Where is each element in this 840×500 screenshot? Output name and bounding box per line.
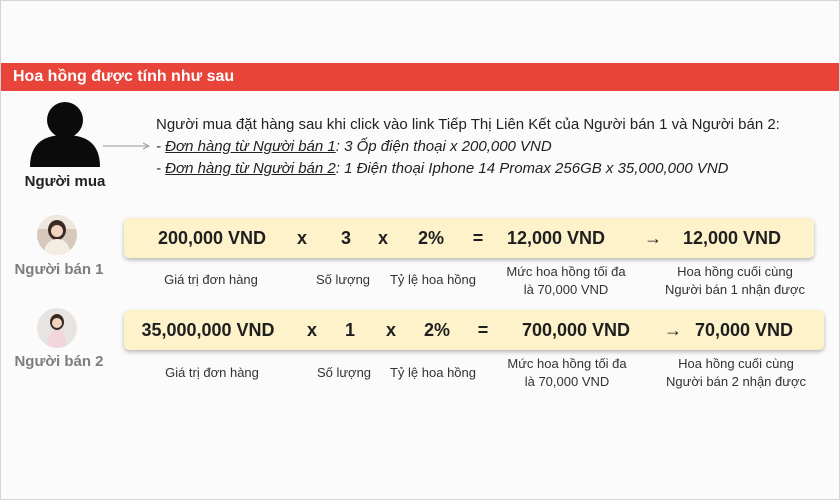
multiply-sign: x [385,320,397,340]
order-source: Đơn hàng từ Người bán 1 [165,138,336,155]
quantity-value: 1 [344,320,356,340]
order-prefix: - [156,138,166,155]
arrow-icon: → [644,228,662,248]
buyer-label: Người mua [24,173,106,190]
caption-line: Hoa hồng cuối cùng [678,356,794,371]
arrow-icon: → [664,320,682,340]
order-value: 35,000,000 VND [141,320,275,340]
quantity-value: 3 [340,228,352,248]
caption-max-commission [506,263,625,299]
commission-card [124,310,824,350]
order-source: Đơn hàng từ Người bán 2 [165,160,336,177]
order-prefix: - [156,160,166,177]
caption-line: Người bán 1 nhận được [665,282,805,297]
caption-line: là 70,000 VND [524,374,610,389]
multiply-sign: x [377,228,389,248]
caption-line: là 70,000 VND [523,282,609,297]
order-line-1 [156,136,780,158]
buyer-description [156,114,780,180]
caption-max-commission [507,355,626,391]
max-commission-value: 12,000 VND [506,228,606,248]
caption-line: Mức hoa hồng tối đa [507,356,627,371]
avatar [37,308,77,348]
order-value: 200,000 VND [157,228,267,248]
caption-line: Người bán 2 nhận được [666,374,806,389]
caption-final-commission [665,263,805,299]
caption-quantity: Số lượng [316,365,372,380]
seller-label: Người bán 2 [14,353,104,370]
commission-card [124,218,814,258]
avatar [37,215,77,255]
caption-final-commission [666,355,806,391]
caption-order-value: Giá trị đơn hàng [165,365,259,380]
seller-label: Người bán 1 [14,261,104,278]
rate-value: 2% [423,320,451,340]
caption-rate: Tỷ lệ hoa hồng [389,365,477,380]
multiply-sign: x [306,320,318,340]
equals-sign: = [477,320,489,340]
caption-line: Hoa hồng cuối cùng [677,264,793,279]
equals-sign: = [472,228,484,248]
rate-value: 2% [417,228,445,248]
order-detail: : 3 Ốp điện thoại x 200,000 VND [335,138,552,155]
order-detail: : 1 Điện thoại Iphone 14 Promax 256GB x 35,000,000 VND [335,160,729,177]
multiply-sign: x [296,228,308,248]
max-commission-value: 700,000 VND [521,320,631,340]
caption-quantity: Số lượng [315,272,371,287]
final-commission-value: 70,000 VND [694,320,794,340]
section-banner [1,63,839,91]
caption-rate: Tỷ lệ hoa hồng [389,272,477,287]
order-line-2 [156,158,780,180]
description-text: Người mua đặt hàng sau khi click vào link Tiếp Thị Liên Kết của Người bán 1 và Người bán 2: [156,116,780,133]
final-commission-value: 12,000 VND [682,228,782,248]
arrow-icon [103,142,151,150]
banner-title: Hoa hồng được tính như sau [13,68,235,85]
person-silhouette-icon [28,101,102,167]
caption-line: Mức hoa hồng tối đa [506,264,626,279]
caption-order-value: Giá trị đơn hàng [164,272,258,287]
